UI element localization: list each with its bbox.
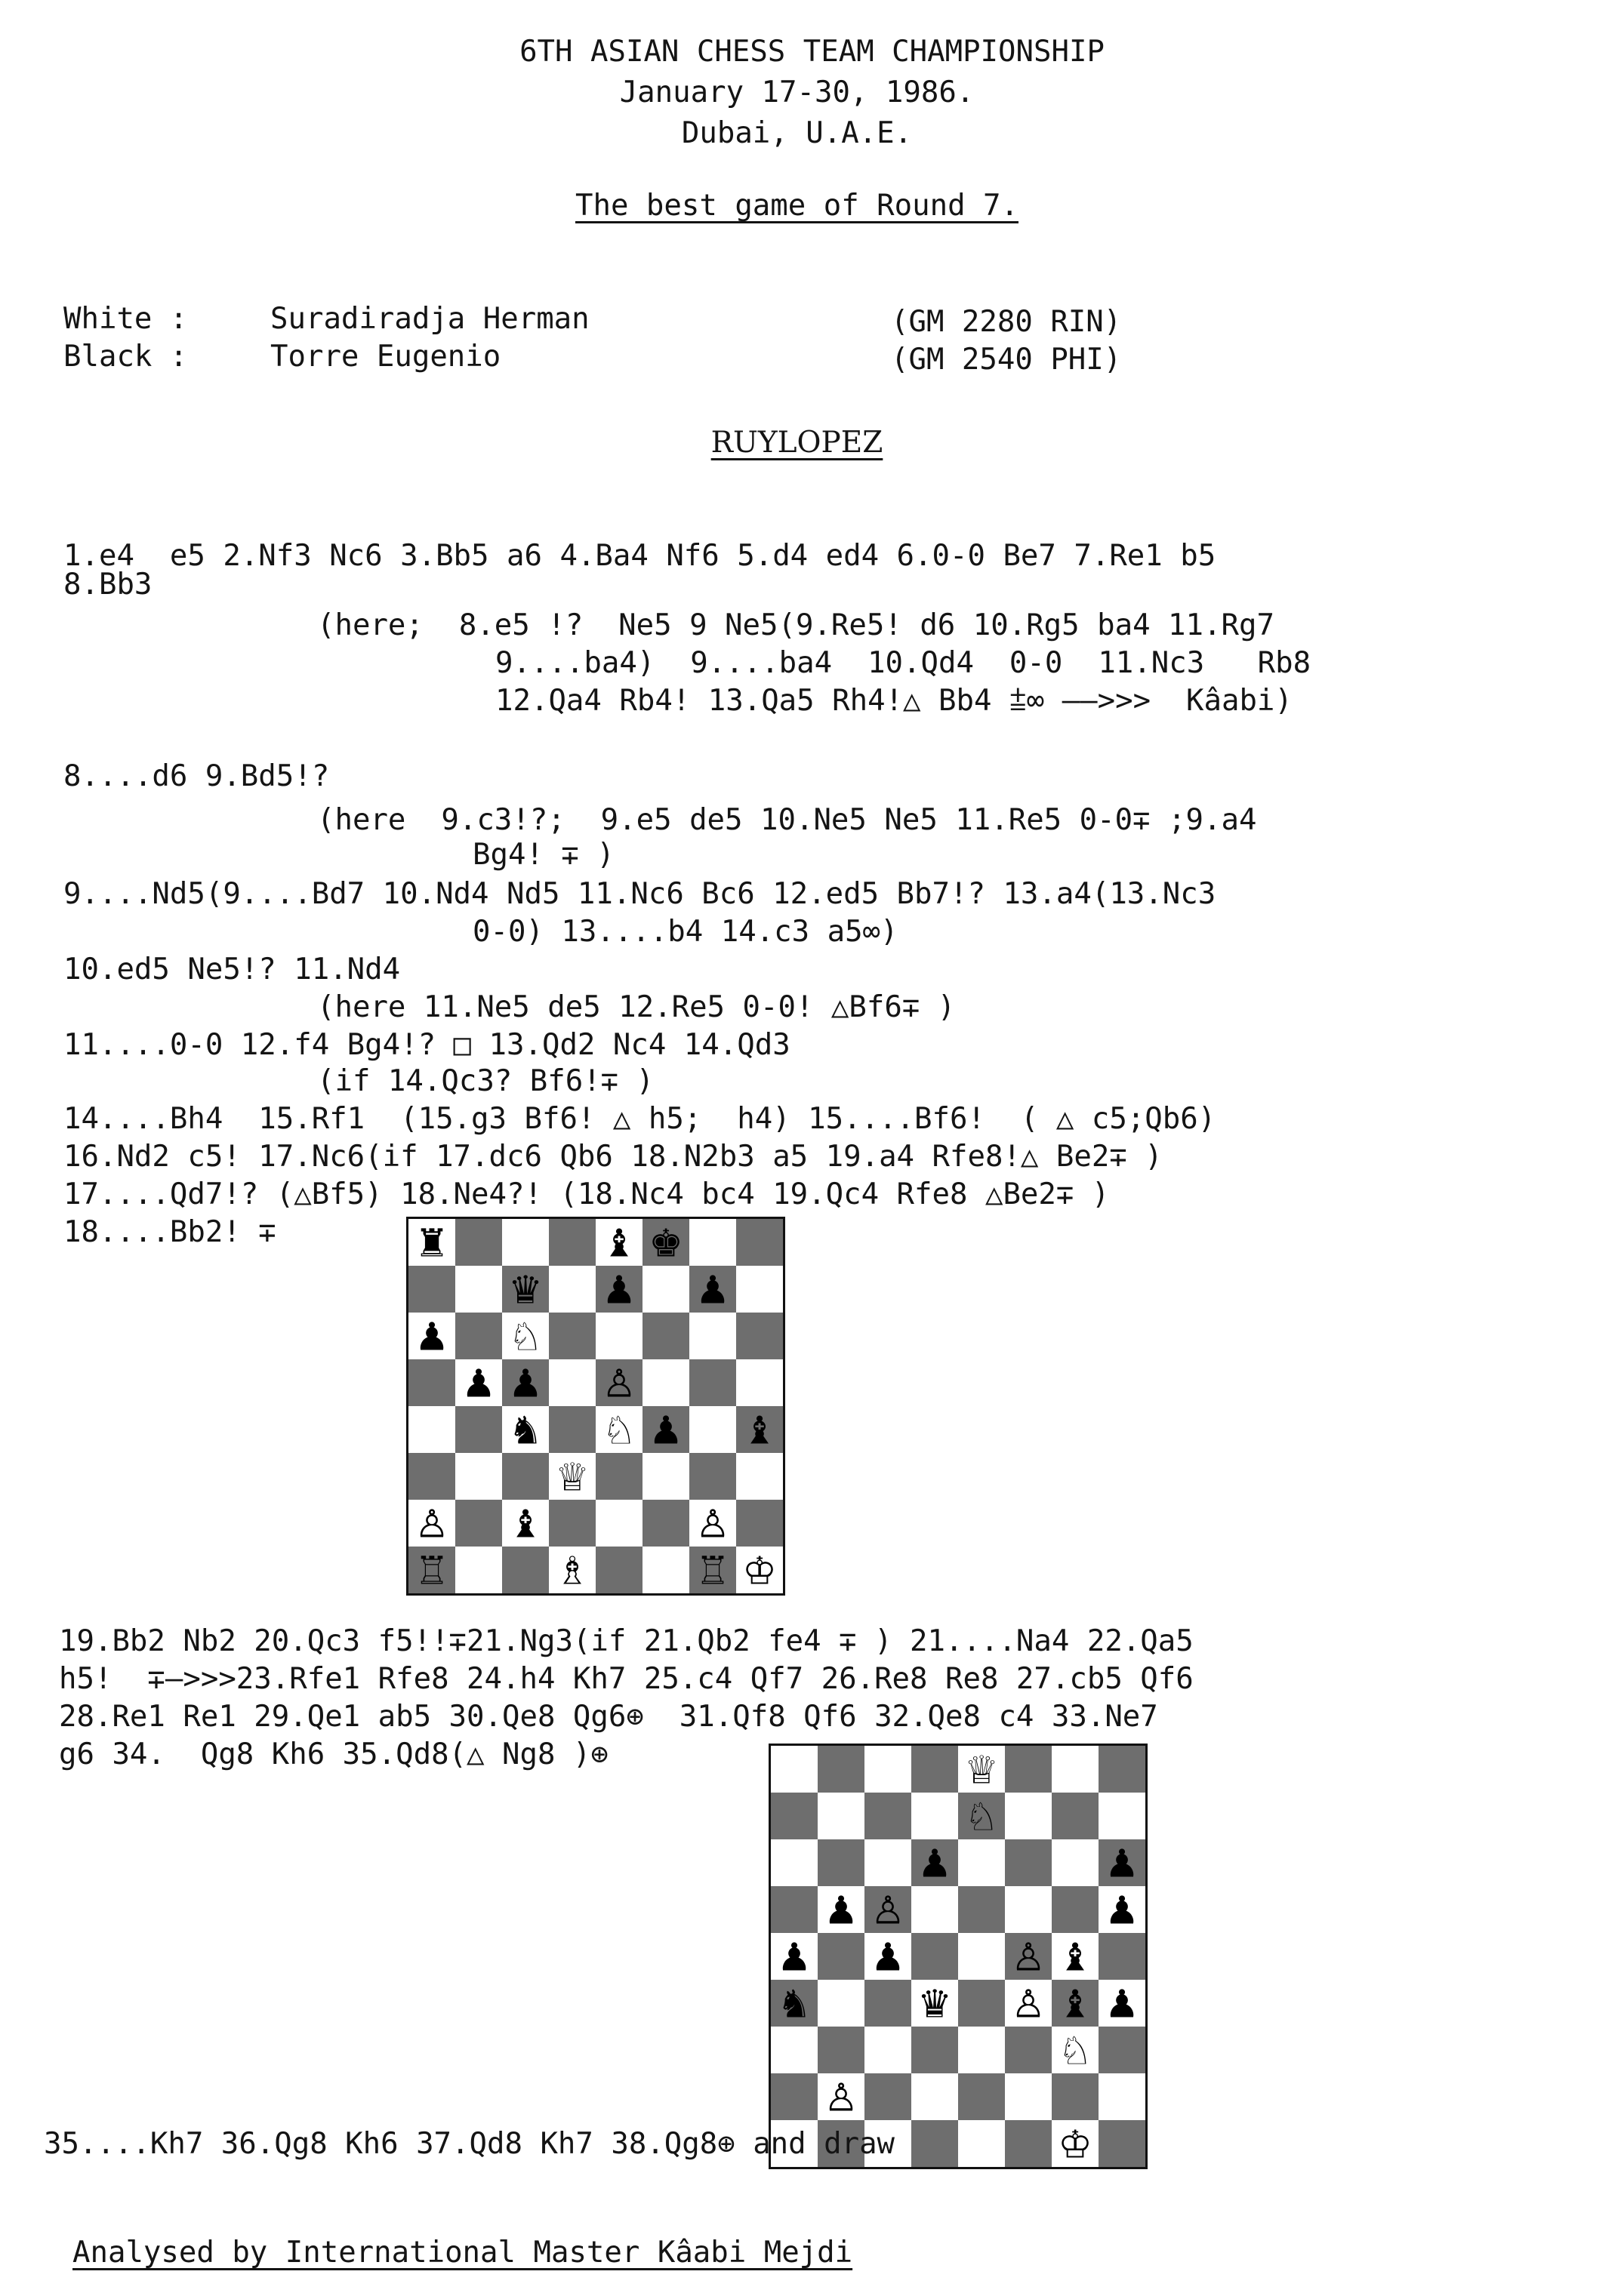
dark-square bbox=[818, 1746, 864, 1793]
move-line: 35....Kh7 36.Qg8 Kh6 37.Qd8 Kh7 38.Qg8⊕ and draw bbox=[44, 2127, 895, 2161]
light-square bbox=[643, 1547, 689, 1593]
move-line: 8.Bb3 bbox=[63, 568, 153, 602]
dark-square bbox=[771, 1793, 818, 1839]
black-queen-icon: ♛ bbox=[508, 1267, 543, 1313]
dark-square bbox=[818, 2027, 864, 2073]
white-knight-icon: ♘ bbox=[602, 1408, 636, 1453]
dark-square bbox=[643, 1313, 689, 1359]
black-pawn-icon: ♟ bbox=[917, 1841, 952, 1886]
light-square bbox=[643, 1453, 689, 1500]
dark-square bbox=[1005, 2027, 1052, 2073]
dark-square bbox=[596, 1453, 643, 1500]
dark-square bbox=[1005, 1746, 1052, 1793]
black-pawn-icon: ♟ bbox=[461, 1361, 496, 1406]
dark-square bbox=[455, 1219, 502, 1266]
light-square bbox=[455, 1547, 502, 1593]
dark-square bbox=[408, 1453, 455, 1500]
light-square bbox=[1052, 1746, 1099, 1793]
white-king-icon: ♔ bbox=[1058, 2122, 1092, 2167]
light-square bbox=[958, 2120, 1005, 2167]
black-pawn-icon: ♟ bbox=[777, 1934, 812, 1980]
white-rook-icon: ♖ bbox=[695, 1548, 730, 1593]
dark-square bbox=[1099, 1746, 1145, 1793]
opening-name: RUYLOPEZ bbox=[710, 426, 883, 460]
black-queen-icon: ♛ bbox=[917, 1981, 952, 2027]
dark-square bbox=[643, 1500, 689, 1547]
light-square bbox=[1099, 2073, 1145, 2120]
black-pawn-icon: ♟ bbox=[649, 1408, 683, 1453]
light-square bbox=[911, 2073, 958, 2120]
black-pawn-icon: ♟ bbox=[695, 1267, 730, 1313]
white-bishop-icon: ♗ bbox=[555, 1548, 590, 1593]
black-pawn-icon: ♟ bbox=[1105, 1981, 1139, 2027]
move-line: (here 9.c3!?; 9.e5 de5 10.Ne5 Ne5 11.Re5 0-0∓ ;9.a4 bbox=[317, 803, 1257, 837]
dark-square bbox=[596, 1547, 643, 1593]
move-line: 28.Re1 Re1 29.Qe1 ab5 30.Qe8 Qg6⊕ 31.Qf8 Qf6 32.Qe8 c4 33.Ne7 bbox=[59, 1700, 1158, 1734]
black-rook-icon: ♜ bbox=[414, 1220, 449, 1266]
light-square bbox=[689, 1313, 736, 1359]
light-square bbox=[549, 1359, 596, 1406]
white-king-icon: ♔ bbox=[742, 1548, 777, 1593]
dark-square bbox=[911, 1933, 958, 1980]
white-player-name: Suradiradja Herman bbox=[270, 302, 590, 336]
light-square bbox=[1005, 2073, 1052, 2120]
dark-square bbox=[1099, 1933, 1145, 1980]
dark-square bbox=[1052, 1886, 1099, 1933]
light-square bbox=[408, 1406, 455, 1453]
white-pawn-icon: ♙ bbox=[414, 1501, 449, 1547]
black-label: Black : bbox=[63, 340, 188, 374]
black-pawn-icon: ♟ bbox=[1105, 1841, 1139, 1886]
white-pawn-icon: ♙ bbox=[602, 1361, 636, 1406]
dark-square bbox=[818, 1933, 864, 1980]
dark-square bbox=[1005, 1839, 1052, 1886]
move-line: g6 34. Qg8 Kh6 35.Qd8(△ Ng8 )⊕ bbox=[59, 1737, 609, 1771]
dark-square bbox=[1052, 2073, 1099, 2120]
black-bishop-icon: ♝ bbox=[508, 1501, 543, 1547]
black-pawn-icon: ♟ bbox=[871, 1934, 905, 1980]
move-line: (if 14.Qc3? Bf6!∓ ) bbox=[317, 1064, 655, 1098]
white-label: White : bbox=[63, 302, 188, 336]
white-queen-icon: ♕ bbox=[555, 1454, 590, 1500]
white-player-info: (GM 2280 RIN) bbox=[891, 305, 1122, 339]
light-square bbox=[864, 1746, 911, 1793]
dark-square bbox=[736, 1313, 783, 1359]
analyst-credit: Analysed by International Master Kâabi Mejdi bbox=[72, 2236, 853, 2270]
document-title: 6TH ASIAN CHESS TEAM CHAMPIONSHIP bbox=[519, 35, 1105, 69]
move-line: 0-0) 13....b4 14.c3 a5∞) bbox=[473, 915, 898, 949]
dark-square bbox=[736, 1500, 783, 1547]
black-pawn-icon: ♟ bbox=[508, 1361, 543, 1406]
black-pawn-icon: ♟ bbox=[414, 1314, 449, 1359]
light-square bbox=[689, 1406, 736, 1453]
white-knight-icon: ♘ bbox=[508, 1314, 543, 1359]
light-square bbox=[736, 1453, 783, 1500]
chess-diagram-position-18 bbox=[406, 1217, 785, 1596]
black-king-icon: ♚ bbox=[649, 1220, 683, 1266]
dark-square bbox=[502, 1547, 549, 1593]
light-square bbox=[911, 1886, 958, 1933]
light-square bbox=[736, 1266, 783, 1313]
white-pawn-icon: ♙ bbox=[1011, 1934, 1046, 1980]
event-dates: January 17-30, 1986. bbox=[619, 75, 975, 109]
dark-square bbox=[818, 1839, 864, 1886]
move-line: 16.Nd2 c5! 17.Nc6(if 17.dc6 Qb6 18.N2b3 a5 19.a4 Rfe8!△ Be2∓ ) bbox=[63, 1140, 1163, 1174]
move-line: (here 11.Ne5 de5 12.Re5 0-0! △Bf6∓ ) bbox=[317, 990, 956, 1024]
chess-diagram-position-35 bbox=[769, 1744, 1148, 2169]
white-knight-icon: ♘ bbox=[1058, 2028, 1092, 2073]
light-square bbox=[549, 1266, 596, 1313]
dark-square bbox=[958, 1886, 1005, 1933]
move-line: 9....Nd5(9....Bd7 10.Nd4 Nd5 11.Nc6 Bc6 12.ed5 Bb7!? 13.a4(13.Nc3 bbox=[63, 877, 1216, 911]
dark-square bbox=[689, 1453, 736, 1500]
dark-square bbox=[736, 1219, 783, 1266]
light-square bbox=[771, 1746, 818, 1793]
move-line: 9....ba4) 9....ba4 10.Qd4 0-0 11.Nc3 Rb8 bbox=[495, 646, 1311, 680]
black-bishop-icon: ♝ bbox=[1058, 1981, 1092, 2027]
black-pawn-icon: ♟ bbox=[1105, 1888, 1139, 1933]
move-line: 12.Qa4 Rb4! 13.Qa5 Rh4!△ Bb4 ⩲∞ ——>>> Kâabi) bbox=[495, 684, 1293, 718]
dark-square bbox=[549, 1406, 596, 1453]
dark-square bbox=[864, 2073, 911, 2120]
light-square bbox=[1052, 1839, 1099, 1886]
light-square bbox=[958, 1933, 1005, 1980]
move-line: 8....d6 9.Bd5!? bbox=[63, 759, 330, 793]
light-square bbox=[864, 1839, 911, 1886]
light-square bbox=[958, 2027, 1005, 2073]
dark-square bbox=[1099, 2027, 1145, 2073]
white-queen-icon: ♕ bbox=[964, 1747, 999, 1793]
move-line: 19.Bb2 Nb2 20.Qc3 f5!!∓21.Ng3(if 21.Qb2 fe4 ∓ ) 21....Na4 22.Qa5 bbox=[59, 1624, 1194, 1658]
dark-square bbox=[455, 1500, 502, 1547]
move-line: 11....0-0 12.f4 Bg4!? □ 13.Qd2 Nc4 14.Qd3 bbox=[63, 1028, 790, 1062]
light-square bbox=[689, 1219, 736, 1266]
move-line: 1.e4 e5 2.Nf3 Nc6 3.Bb5 a6 4.Ba4 Nf6 5.d4 ed4 6.0-0 Be7 7.Re1 b5 bbox=[63, 539, 1216, 573]
dark-square bbox=[1099, 2120, 1145, 2167]
dark-square bbox=[1052, 1793, 1099, 1839]
black-player-info: (GM 2540 PHI) bbox=[891, 343, 1122, 377]
white-knight-icon: ♘ bbox=[964, 1794, 999, 1839]
event-location: Dubai, U.A.E. bbox=[681, 116, 913, 150]
dark-square bbox=[549, 1313, 596, 1359]
dark-square bbox=[549, 1500, 596, 1547]
light-square bbox=[771, 2027, 818, 2073]
white-pawn-icon: ♙ bbox=[824, 2075, 858, 2120]
move-line: 18....Bb2! ∓ bbox=[63, 1215, 276, 1249]
white-pawn-icon: ♙ bbox=[695, 1501, 730, 1547]
light-square bbox=[771, 1839, 818, 1886]
dark-square bbox=[771, 2073, 818, 2120]
light-square bbox=[1005, 1886, 1052, 1933]
move-line: 10.ed5 Ne5!? 11.Nd4 bbox=[63, 953, 401, 986]
dark-square bbox=[689, 1359, 736, 1406]
light-square bbox=[958, 1839, 1005, 1886]
dark-square bbox=[911, 1746, 958, 1793]
black-pawn-icon: ♟ bbox=[824, 1888, 858, 1933]
dark-square bbox=[408, 1266, 455, 1313]
dark-square bbox=[911, 2027, 958, 2073]
dark-square bbox=[455, 1406, 502, 1453]
move-line: Bg4! ∓ ) bbox=[473, 838, 615, 872]
dark-square bbox=[771, 1886, 818, 1933]
light-square bbox=[643, 1266, 689, 1313]
move-line: h5! ∓—>>>23.Rfe1 Rfe8 24.h4 Kh7 25.c4 Qf7 26.Re8 Re8 27.cb5 Qf6 bbox=[59, 1662, 1194, 1696]
black-bishop-icon: ♝ bbox=[602, 1220, 636, 1266]
dark-square bbox=[408, 1359, 455, 1406]
move-line: 14....Bh4 15.Rf1 (15.g3 Bf6! △ h5; h4) 15....Bf6! ( △ c5;Qb6) bbox=[63, 1102, 1216, 1136]
white-pawn-icon: ♙ bbox=[1011, 1981, 1046, 2027]
black-knight-icon: ♞ bbox=[508, 1408, 543, 1453]
move-line: (here; 8.e5 !? Ne5 9 Ne5(9.Re5! d6 10.Rg5 ba4 11.Rg7 bbox=[317, 608, 1274, 642]
black-knight-icon: ♞ bbox=[777, 1981, 812, 2027]
black-bishop-icon: ♝ bbox=[742, 1408, 777, 1453]
light-square bbox=[455, 1266, 502, 1313]
light-square bbox=[596, 1313, 643, 1359]
dark-square bbox=[864, 1980, 911, 2027]
light-square bbox=[911, 1793, 958, 1839]
light-square bbox=[864, 2027, 911, 2073]
light-square bbox=[643, 1359, 689, 1406]
light-square bbox=[818, 1980, 864, 2027]
light-square bbox=[736, 1359, 783, 1406]
light-square bbox=[596, 1500, 643, 1547]
white-rook-icon: ♖ bbox=[414, 1548, 449, 1593]
dark-square bbox=[958, 1980, 1005, 2027]
black-player-name: Torre Eugenio bbox=[270, 340, 501, 374]
white-pawn-icon: ♙ bbox=[871, 1888, 905, 1933]
light-square bbox=[1099, 1793, 1145, 1839]
light-square bbox=[1005, 1793, 1052, 1839]
dark-square bbox=[549, 1219, 596, 1266]
dark-square bbox=[1005, 2120, 1052, 2167]
document-subtitle: The best game of Round 7. bbox=[575, 189, 1018, 223]
dark-square bbox=[958, 2073, 1005, 2120]
light-square bbox=[455, 1453, 502, 1500]
move-line: 17....Qd7!? (△Bf5) 18.Ne4?! (18.Nc4 bc4 19.Qc4 Rfe8 △Be2∓ ) bbox=[63, 1177, 1110, 1211]
dark-square bbox=[502, 1453, 549, 1500]
dark-square bbox=[911, 2120, 958, 2167]
black-pawn-icon: ♟ bbox=[602, 1267, 636, 1313]
black-bishop-icon: ♝ bbox=[1058, 1934, 1092, 1980]
dark-square bbox=[864, 1793, 911, 1839]
light-square bbox=[818, 1793, 864, 1839]
light-square bbox=[502, 1219, 549, 1266]
dark-square bbox=[455, 1313, 502, 1359]
